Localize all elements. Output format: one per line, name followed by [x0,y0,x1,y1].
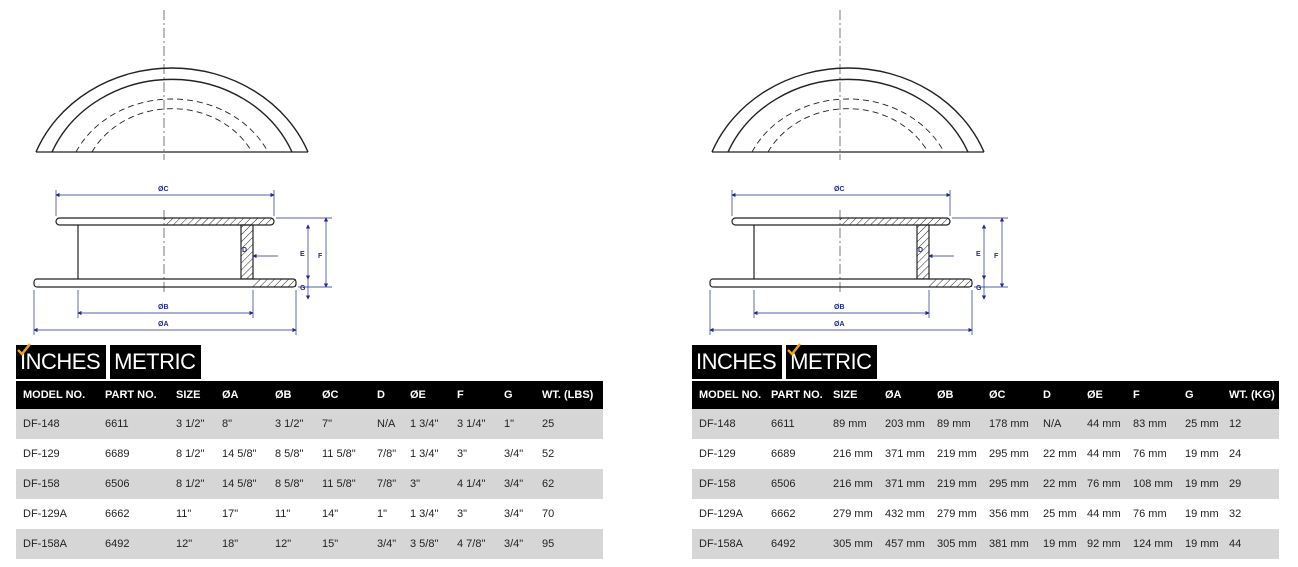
f-label: F [994,253,999,260]
table-cell: 18" [215,529,268,559]
table-cell: 457 mm [878,529,930,559]
table-cell: 6506 [98,469,169,499]
table-cell: 89 mm [930,409,982,439]
g-label: G [976,285,982,292]
column-header: ØC [315,381,370,409]
table-cell: 6506 [764,469,826,499]
dimensions [710,190,1008,335]
g-label: G [300,285,306,292]
table-row [16,409,603,439]
table-cell: 7" [315,409,370,439]
table-row [16,529,603,559]
column-header: ØE [403,381,450,409]
table-cell: 19 mm [1178,529,1222,559]
column-header: ØB [930,381,982,409]
technical-drawing [692,0,1282,340]
table-cell: 17" [215,499,268,529]
table-row [16,499,603,529]
table-cell: DF-129 [16,439,98,469]
column-header: D [1036,381,1080,409]
table-cell: 8 5/8" [268,469,315,499]
table-cell: N/A [370,409,403,439]
table-cell: 6689 [764,439,826,469]
table-row [692,409,1279,439]
table-cell: 295 mm [982,469,1036,499]
unit-tabs [692,345,877,379]
table-row [692,499,1279,529]
inches-tab[interactable] [692,345,782,379]
column-header: PART NO. [764,381,826,409]
table-cell: 305 mm [930,529,982,559]
e-label: E [976,251,981,258]
table-cell: DF-129A [16,499,98,529]
table-cell: 19 mm [1178,499,1222,529]
table-row [692,439,1279,469]
column-header: PART NO. [98,381,169,409]
table-cell: 1 3/4" [403,439,450,469]
table-cell: 3 1/2" [169,409,215,439]
table-cell: 124 mm [1126,529,1178,559]
technical-drawing [16,0,606,340]
table-cell: 44 [1222,529,1279,559]
table-cell: 219 mm [930,469,982,499]
table-cell: 3 5/8" [403,529,450,559]
column-header: G [1178,381,1222,409]
table-cell: 3" [403,469,450,499]
table-cell: 1 3/4" [403,499,450,529]
table-cell: 11" [268,499,315,529]
table-cell: DF-158A [692,529,764,559]
table-cell: 3" [450,499,497,529]
table-cell: DF-158A [16,529,98,559]
table-cell: DF-148 [16,409,98,439]
table-cell: 44 mm [1080,409,1126,439]
top-view [712,10,984,160]
column-header: G [497,381,535,409]
table-cell: 432 mm [878,499,930,529]
column-header: MODEL NO. [16,381,98,409]
table-row [692,469,1279,499]
table-cell: 52 [535,439,603,469]
table-cell: 7/8" [370,439,403,469]
table-cell: 7/8" [370,469,403,499]
table-row [16,439,603,469]
table-cell: 3/4" [497,529,535,559]
table-cell: 3 1/2" [268,409,315,439]
table-cell: 15" [315,529,370,559]
table-cell: 22 mm [1036,439,1080,469]
column-header: F [1126,381,1178,409]
dia-b-label: ØB [834,304,845,311]
table-cell: 381 mm [982,529,1036,559]
column-header: F [450,381,497,409]
column-header: WT. (KG) [1222,381,1279,409]
table-cell: 371 mm [878,439,930,469]
table-row [692,529,1279,559]
table-cell: 76 mm [1126,499,1178,529]
table-cell: 11" [169,499,215,529]
column-header: ØE [1080,381,1126,409]
table-cell: DF-129A [692,499,764,529]
table-cell: DF-148 [692,409,764,439]
table-cell: 14" [315,499,370,529]
table-cell: 279 mm [930,499,982,529]
table-cell: 44 mm [1080,439,1126,469]
d-label: D [242,247,248,254]
column-header: MODEL NO. [692,381,764,409]
table-cell: 32 [1222,499,1279,529]
table-cell: 6689 [98,439,169,469]
inches-tab[interactable] [16,345,106,379]
table-cell: 12" [169,529,215,559]
table-cell: 279 mm [826,499,878,529]
metric-panel [692,0,1282,567]
table-cell: 29 [1222,469,1279,499]
table-cell: 44 mm [1080,499,1126,529]
table-cell: DF-158 [692,469,764,499]
f-label: F [318,253,323,260]
top-view [36,10,308,160]
table-cell: 11 5/8" [315,469,370,499]
column-header: ØA [878,381,930,409]
table-cell: 356 mm [982,499,1036,529]
table-cell: 6492 [764,529,826,559]
inches-panel [16,0,606,567]
inches-tab-label: INCHES [20,349,101,374]
metric-tab-label: METRIC [790,349,872,374]
table-cell: DF-129 [692,439,764,469]
table-cell: 22 mm [1036,469,1080,499]
table-cell: N/A [1036,409,1080,439]
table-cell: 12" [268,529,315,559]
metric-tab-label: METRIC [114,349,196,374]
table-cell: 305 mm [826,529,878,559]
table-header-row [692,381,1279,409]
dia-b-label: ØB [158,304,169,311]
check-icon [787,343,801,357]
column-header: ØA [215,381,268,409]
table-cell: 295 mm [982,439,1036,469]
table-cell: 12 [1222,409,1279,439]
column-header: D [370,381,403,409]
table-cell: 14 5/8" [215,439,268,469]
metric-tab[interactable] [110,345,201,379]
table-cell: 83 mm [1126,409,1178,439]
table-cell: 62 [535,469,603,499]
table-cell: 11 5/8" [315,439,370,469]
table-cell: 3/4" [497,469,535,499]
column-header: WT. (LBS) [535,381,603,409]
table-cell: DF-158 [16,469,98,499]
table-cell: 8 1/2" [169,439,215,469]
table-cell: 25 mm [1178,409,1222,439]
table-cell: 6662 [98,499,169,529]
table-cell: 1" [497,409,535,439]
metric-tab[interactable] [786,345,877,379]
metric-spec-table [692,381,1279,559]
table-cell: 203 mm [878,409,930,439]
table-cell: 14 5/8" [215,469,268,499]
unit-tabs [16,345,201,379]
table-cell: 3 1/4" [450,409,497,439]
table-cell: 3" [450,439,497,469]
table-header-row [16,381,603,409]
table-cell: 89 mm [826,409,878,439]
table-cell: 19 mm [1178,469,1222,499]
column-header: SIZE [169,381,215,409]
table-cell: 4 1/4" [450,469,497,499]
table-cell: 371 mm [878,469,930,499]
table-cell: 6611 [764,409,826,439]
column-header: ØB [268,381,315,409]
dia-a-label: ØA [158,321,169,328]
check-icon [17,343,31,357]
table-cell: 216 mm [826,439,878,469]
e-label: E [300,251,305,258]
column-header: SIZE [826,381,878,409]
table-cell: 6662 [764,499,826,529]
dia-c-label: ØC [158,186,169,193]
table-cell: 95 [535,529,603,559]
section-view [34,210,296,295]
table-cell: 25 [535,409,603,439]
table-cell: 219 mm [930,439,982,469]
table-row [16,469,603,499]
table-cell: 8 1/2" [169,469,215,499]
table-cell: 178 mm [982,409,1036,439]
table-cell: 6611 [98,409,169,439]
table-cell: 25 mm [1036,499,1080,529]
table-cell: 216 mm [826,469,878,499]
table-cell: 6492 [98,529,169,559]
table-cell: 19 mm [1036,529,1080,559]
table-cell: 4 7/8" [450,529,497,559]
section-view [710,210,972,295]
table-cell: 92 mm [1080,529,1126,559]
d-label: D [918,247,924,254]
table-cell: 19 mm [1178,439,1222,469]
table-cell: 8 5/8" [268,439,315,469]
table-cell: 8" [215,409,268,439]
dia-a-label: ØA [834,321,845,328]
table-cell: 70 [535,499,603,529]
table-cell: 76 mm [1080,469,1126,499]
table-cell: 108 mm [1126,469,1178,499]
inches-spec-table [16,381,603,559]
dimensions [34,190,332,335]
table-cell: 3/4" [497,499,535,529]
inches-tab-label: INCHES [696,349,777,374]
table-cell: 1" [370,499,403,529]
table-cell: 3/4" [497,439,535,469]
column-header: ØC [982,381,1036,409]
dia-c-label: ØC [834,186,845,193]
table-cell: 76 mm [1126,439,1178,469]
table-cell: 24 [1222,439,1279,469]
table-cell: 3/4" [370,529,403,559]
table-cell: 1 3/4" [403,409,450,439]
